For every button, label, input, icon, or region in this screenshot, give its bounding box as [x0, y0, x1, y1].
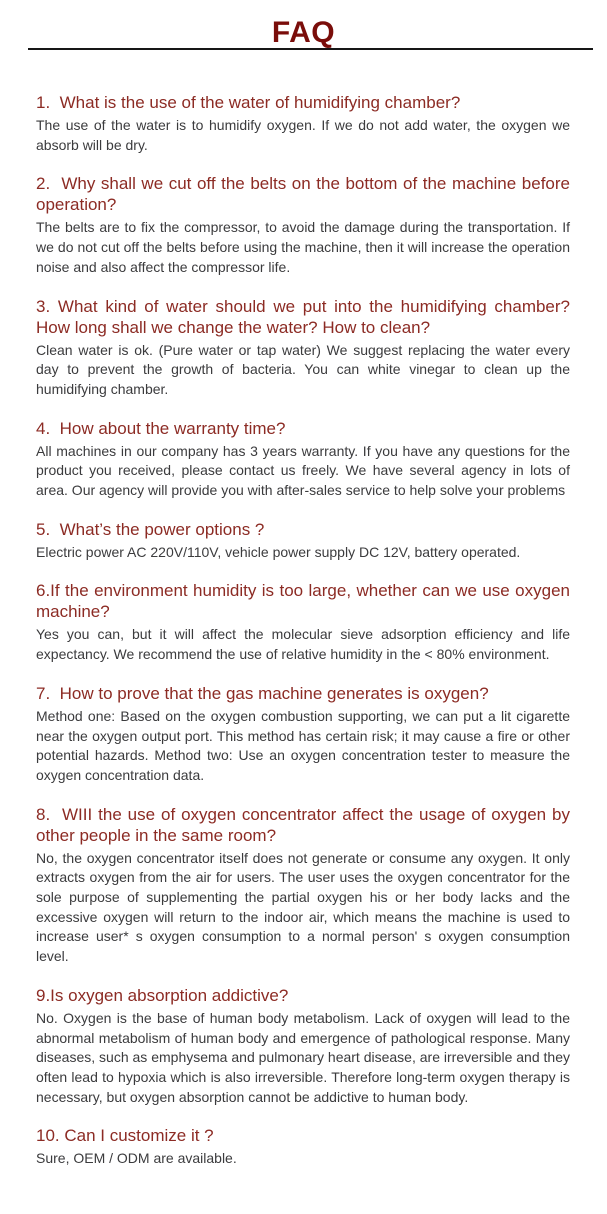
faq-question: 1. What is the use of the water of humidifying chamber?	[36, 93, 461, 112]
faq-item	[36, 519, 570, 563]
faq-item	[36, 418, 570, 501]
faq-question: 2. Why shall we cut off the belts on the bottom of the machine before operation?	[36, 174, 570, 215]
faq-answer: Clean water is ok. (Pure water or tap water) We suggest replacing the water every day to prevent the growth of bacteria. You can white vinegar to clean up the humidifying chamber.	[36, 341, 570, 397]
faq-item	[36, 683, 570, 786]
faq-answer: The use of the water is to humidify oxygen. If we do not add water, the oxygen we absorb will be dry.	[36, 117, 570, 153]
faq-question: 9.Is oxygen absorption addictive?	[36, 985, 289, 1005]
faq-answer: No. Oxygen is the base of human body metabolism. Lack of oxygen will lead to the abnormal metabolism of human body and emergence of pathological response. Many diseases, such as emphysema and pulmonary heart disease, are irreversible and they often lead to hypoxia which is also irreversible. Therefore long-term oxygen therapy is necessary, but oxygen absorption cannot be addictive to human body.	[36, 1009, 570, 1105]
faq-question: 7. How to prove that the gas machine generates is oxygen?	[36, 683, 489, 703]
faq-question: 4. How about the warranty time?	[36, 418, 286, 438]
faq-item	[36, 1125, 570, 1169]
faq-question: 10. Can I customize it ?	[36, 1126, 214, 1146]
faq-answer: All machines in our company has 3 years warranty. If you have any questions for the product you received, please contact us freely. We have several agency in lots of area. Our agency will provide you with after-sales service to help solve your problems	[36, 442, 570, 499]
faq-item	[36, 296, 570, 400]
faq-question: 5. What’s the power options ?	[36, 519, 265, 539]
page-header	[0, 0, 607, 50]
faq-item	[36, 92, 570, 155]
faq-question: 3. What kind of water should we put into the humidifying chamber? How long shall we change the water? How to clean?	[36, 296, 570, 337]
faq-list	[0, 92, 607, 1169]
faq-answer: Electric power AC 220V/110V, vehicle power supply DC 12V, battery operated.	[36, 543, 521, 560]
faq-answer: Method one: Based on the oxygen combustion supporting, we can put a lit cigarette near the oxygen output port. This method has certain risk; it may cause a fire or other potential hazards. Method two: Use an oxygen concentration tester to measure the oxygen concentration data.	[36, 707, 570, 783]
faq-answer: Sure, OEM / ODM are available.	[36, 1150, 237, 1167]
faq-question: 8. WIII the use of oxygen concentrator affect the usage of oxygen by other people in the same room?	[36, 804, 570, 845]
page-title: FAQ	[271, 16, 336, 49]
faq-item	[36, 804, 570, 967]
faq-answer: Yes you can, but it will affect the molecular sieve adsorption efficiency and life expectancy. We recommend the use of relative humidity in the < 80% environment.	[36, 626, 570, 663]
faq-item	[36, 580, 570, 664]
faq-item	[36, 985, 570, 1108]
faq-item	[36, 173, 570, 277]
faq-question: 6.If the environment humidity is too large, whether can we use oxygen machine?	[36, 581, 570, 622]
faq-answer: The belts are to fix the compressor, to avoid the damage during the transportation. If we do not cut off the belts before using the machine, then it will increase the operation noise and also affect the compressor life.	[36, 219, 570, 275]
faq-answer: No, the oxygen concentrator itself does not generate or consume any oxygen. It only extracts oxygen from the air for users. The user uses the oxygen concentrator for the sole purpose of supplementing the partial oxygen his or her body lacks and the excessive oxygen will return to the indoor air, which means the machine is used to increase user* s oxygen consumption to a normal person' s oxygen consumption level.	[36, 849, 570, 965]
